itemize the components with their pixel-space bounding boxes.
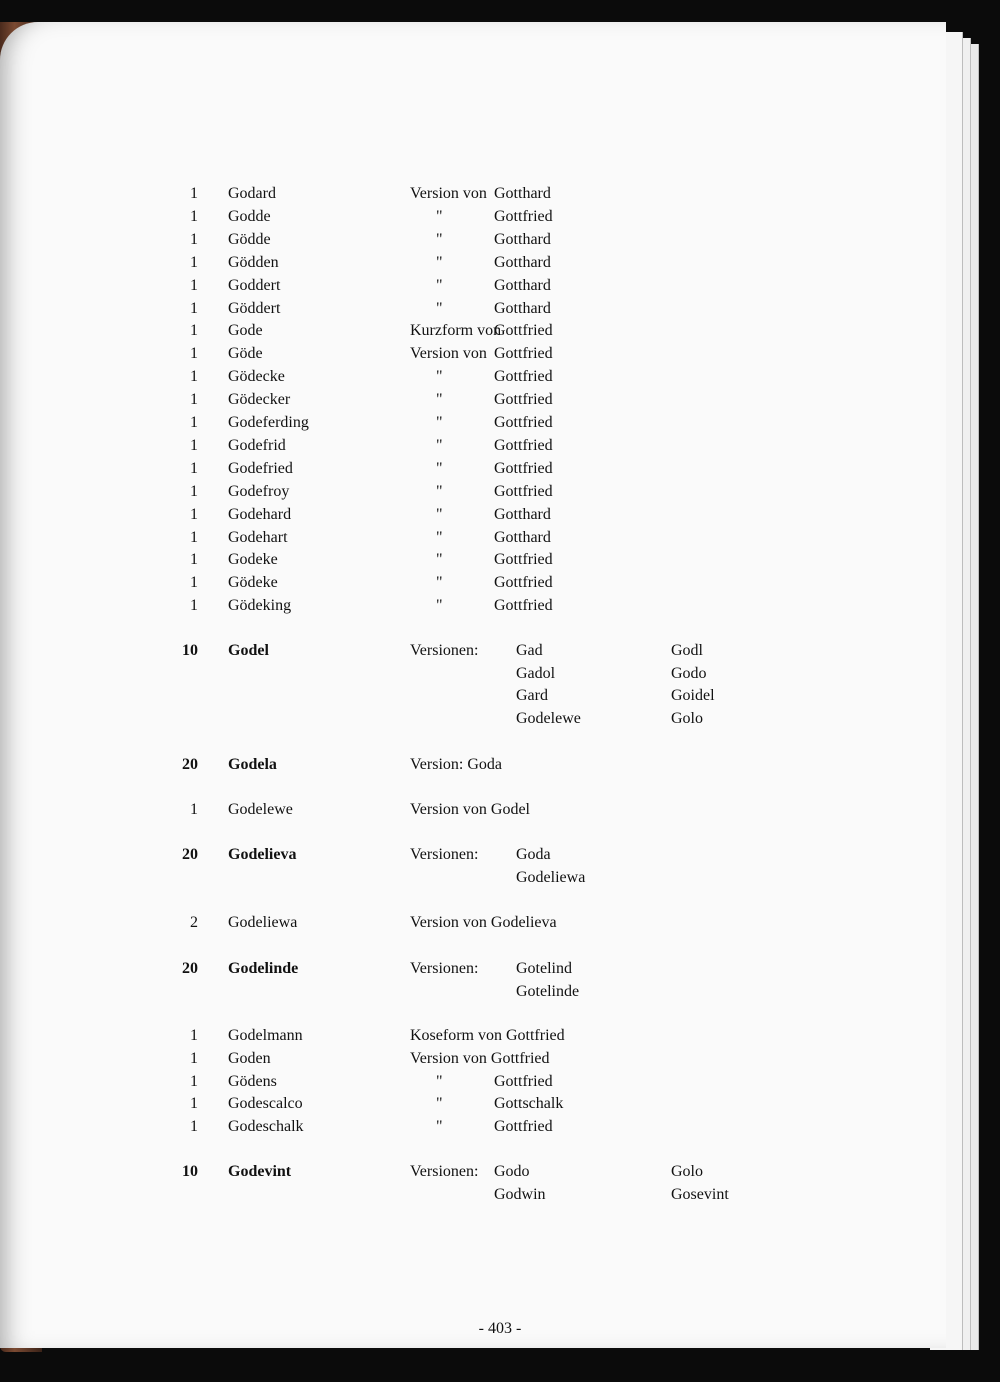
entry-line — [0, 867, 946, 889]
entry-count: 10 — [182, 642, 198, 659]
entry-line — [0, 685, 946, 707]
entry-name: Gödecke — [228, 368, 285, 386]
version-item: Godwin — [494, 1185, 546, 1203]
entry-name: Göddert — [228, 299, 281, 317]
entry-line — [0, 1093, 946, 1115]
ditto-mark: " — [436, 528, 443, 546]
entry-line — [0, 1071, 946, 1093]
entry-target: Gotthard — [494, 253, 551, 271]
ditto-mark: " — [436, 436, 443, 454]
entry-name: Godeliewa — [228, 914, 298, 931]
book-page — [0, 22, 946, 1348]
entry-count: 1 — [190, 482, 198, 500]
entry-target: Gottschalk — [494, 1095, 564, 1113]
entry-line — [0, 1048, 946, 1070]
entry-row — [0, 572, 946, 594]
version-item: Godo — [494, 1163, 530, 1180]
entry-description: Koseform von Gottfried — [410, 1027, 565, 1044]
entry-count: 1 — [190, 551, 198, 569]
version-item: Gosevint — [671, 1185, 729, 1203]
versions-label: Versionen: — [410, 960, 479, 977]
entry-row — [0, 206, 946, 228]
entry-name: Godeschalk — [228, 1118, 304, 1136]
ditto-mark: " — [436, 1118, 443, 1136]
entry-line — [0, 1116, 946, 1138]
entry-name: Godefrid — [228, 436, 286, 454]
entry-count: 1 — [190, 459, 198, 477]
entry-count: 1 — [190, 574, 198, 592]
entry-name: Godela — [228, 756, 277, 773]
version-item: Godeliewa — [516, 868, 586, 886]
entry-description: Version von — [410, 345, 487, 363]
entry-name: Godelinde — [228, 960, 299, 977]
entry-row — [0, 229, 946, 251]
entry-target: Gotthard — [494, 505, 551, 523]
entry-row — [0, 435, 946, 457]
entry-name: Godehart — [228, 528, 288, 546]
entry-target: Gottfried — [494, 482, 553, 500]
version-item: Godelewe — [516, 709, 581, 727]
ditto-mark: " — [436, 482, 443, 500]
entry-count: 20 — [182, 960, 198, 977]
entry-name: Goden — [228, 1049, 271, 1067]
entry-count: 10 — [182, 1163, 198, 1180]
entry-line — [0, 799, 946, 821]
entry-count: 1 — [190, 1072, 198, 1090]
entry-count: 1 — [190, 253, 198, 271]
entry-target: Gottfried — [494, 391, 553, 409]
entry-target: Gottfried — [494, 207, 553, 225]
entry-name: Godefroy — [228, 482, 290, 500]
version-item: Gard — [516, 687, 548, 704]
ditto-mark: " — [436, 574, 443, 592]
entry-count: 1 — [190, 391, 198, 409]
entry-target: Gottfried — [494, 322, 553, 340]
entry-name: Gödeking — [228, 597, 292, 615]
ditto-mark: " — [436, 368, 443, 386]
version-item: Goda — [516, 846, 551, 863]
entry-name: Godescalco — [228, 1095, 303, 1113]
entry-target: Gottfried — [494, 551, 553, 569]
entry-target: Gotthard — [494, 299, 551, 317]
ditto-mark: " — [436, 230, 443, 248]
entry-target: Gottfried — [494, 436, 553, 454]
entry-description: Version von — [410, 185, 487, 202]
entry-target: Gottfried — [494, 345, 553, 363]
entry-name: Gode — [228, 322, 263, 340]
entry-target: Gottfried — [494, 1072, 553, 1090]
entry-name: Godel — [228, 642, 269, 659]
entry-row — [0, 595, 946, 617]
ditto-mark: " — [436, 1072, 443, 1090]
entry-row — [0, 389, 946, 411]
version-item: Goidel — [671, 687, 715, 704]
versions-label: Versionen: — [410, 642, 479, 659]
entry-count: 1 — [190, 414, 198, 431]
version-item: Godo — [671, 664, 707, 682]
entry-count: 1 — [190, 276, 198, 294]
version-item: Golo — [671, 709, 703, 727]
entry-name: Godefried — [228, 459, 293, 477]
entry-target: Gottfried — [494, 459, 553, 477]
entry-line — [0, 1184, 946, 1206]
entry-count: 1 — [190, 436, 198, 454]
entry-row — [0, 298, 946, 320]
entry-line — [0, 912, 946, 934]
ditto-mark: " — [436, 597, 443, 615]
entry-count: 20 — [182, 846, 198, 863]
ditto-mark: " — [436, 414, 443, 431]
entry-target: Gottfried — [494, 1118, 553, 1136]
entry-line — [0, 981, 946, 1003]
entry-row — [0, 527, 946, 549]
entry-name: Godard — [228, 185, 276, 202]
version-item: Gotelinde — [516, 982, 580, 1000]
entry-description: Version von Godel — [410, 801, 530, 818]
version-item: Gadol — [516, 664, 556, 682]
ditto-mark: " — [436, 276, 443, 294]
entry-name: Göde — [228, 345, 263, 363]
entry-count: 1 — [190, 207, 198, 225]
entry-description: Kurzform von — [410, 322, 502, 340]
entry-line — [0, 708, 946, 730]
entry-count: 1 — [190, 1118, 198, 1136]
version-item: Gotelind — [516, 960, 572, 977]
entry-name: Gödens — [228, 1072, 277, 1090]
entry-row — [0, 275, 946, 297]
entry-name: Godelieva — [228, 846, 297, 863]
ditto-mark: " — [436, 253, 443, 271]
entry-count: 1 — [190, 597, 198, 615]
entry-name: Gödecker — [228, 391, 291, 409]
entry-name: Gödden — [228, 253, 279, 271]
entry-name: Goddert — [228, 276, 281, 294]
version-item: Golo — [671, 1163, 703, 1180]
entry-name: Godehard — [228, 505, 292, 523]
entry-line — [0, 844, 946, 866]
entry-row — [0, 412, 946, 434]
entry-line — [0, 754, 946, 776]
entry-name: Gödeke — [228, 574, 278, 592]
ditto-mark: " — [436, 299, 443, 317]
entry-count: 1 — [190, 1049, 198, 1067]
entry-description: Version: Goda — [410, 756, 502, 773]
ditto-mark: " — [436, 207, 443, 225]
entry-row — [0, 320, 946, 342]
entry-name: Godevint — [228, 1163, 292, 1180]
entry-count: 1 — [190, 345, 198, 363]
ditto-mark: " — [436, 551, 443, 569]
ditto-mark: " — [436, 505, 443, 523]
entry-row — [0, 549, 946, 571]
entry-name: Gödde — [228, 230, 271, 248]
entry-count: 1 — [190, 322, 198, 340]
entry-target: Gotthard — [494, 528, 551, 546]
entry-count: 1 — [190, 299, 198, 317]
ditto-mark: " — [436, 391, 443, 409]
versions-label: Versionen: — [410, 846, 479, 863]
entry-count: 2 — [190, 914, 198, 931]
entry-count: 20 — [182, 756, 198, 773]
entry-count: 1 — [190, 1095, 198, 1113]
entry-target: Gottfried — [494, 414, 553, 431]
entry-name: Godde — [228, 207, 271, 225]
entry-name: Godelewe — [228, 801, 293, 818]
entry-row — [0, 366, 946, 388]
entry-count: 1 — [190, 230, 198, 248]
entry-target: Gottfried — [494, 597, 553, 615]
entry-description: Version von Godelieva — [410, 914, 557, 931]
entry-count: 1 — [190, 185, 198, 202]
entry-target: Gottfried — [494, 368, 553, 386]
entry-count: 1 — [190, 505, 198, 523]
entry-target: Gotthard — [494, 230, 551, 248]
ditto-mark: " — [436, 1095, 443, 1113]
entry-count: 1 — [190, 368, 198, 386]
entry-row — [0, 481, 946, 503]
entry-target: Gottfried — [494, 574, 553, 592]
entry-count: 1 — [190, 528, 198, 546]
entry-row — [0, 504, 946, 526]
entry-line — [0, 1161, 946, 1183]
entry-target: Gotthard — [494, 276, 551, 294]
version-item: Godl — [671, 642, 703, 659]
entry-line — [0, 640, 946, 662]
entry-name: Godeke — [228, 551, 278, 569]
entry-row — [0, 183, 946, 205]
entry-line — [0, 958, 946, 980]
entry-count: 1 — [190, 801, 198, 818]
versions-label: Versionen: — [410, 1163, 479, 1180]
entry-row — [0, 343, 946, 365]
entry-name: Godelmann — [228, 1027, 303, 1044]
entry-line — [0, 1025, 946, 1047]
entry-target: Gotthard — [494, 185, 551, 202]
entry-name: Godeferding — [228, 414, 309, 431]
page-number: - 403 - — [478, 1320, 522, 1337]
entry-row — [0, 252, 946, 274]
entry-row — [0, 458, 946, 480]
entry-count: 1 — [190, 1027, 198, 1044]
ditto-mark: " — [436, 459, 443, 477]
version-item: Gad — [516, 642, 543, 659]
entry-line — [0, 663, 946, 685]
entry-description: Version von Gottfried — [410, 1049, 550, 1067]
